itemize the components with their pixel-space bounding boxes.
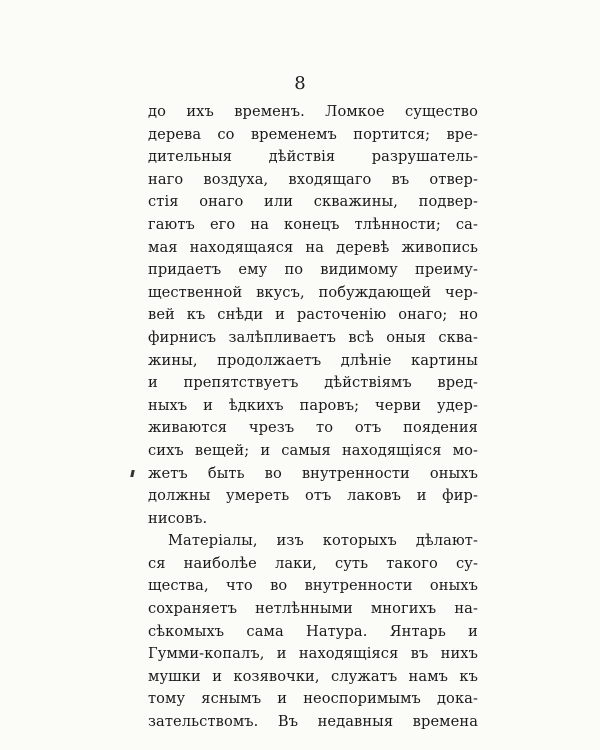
text-line: стія онаго или скважины, подвер-	[148, 193, 478, 211]
text-line: ныхъ и ѣдкихъ паровъ; черви удер-	[148, 396, 478, 414]
text-line: наго воздуха, входящаго въ отвер-	[148, 170, 478, 188]
text-line: Гумми-копалъ, и находящіяся въ нихъ	[148, 645, 478, 663]
text-line: щественной вкусъ, побуждающей чер-	[148, 283, 478, 301]
text-line: и препятствуетъ дѣйствіямъ вред-	[148, 374, 478, 392]
text-line: до ихъ временъ. Ломкое существо	[148, 103, 478, 120]
text-line: щества, что во внутренности оныхъ	[148, 577, 478, 595]
text-line: мая находящаяся на деревѣ живопись	[148, 238, 478, 256]
text-line: живаются чрезъ то отъ поядения	[148, 419, 478, 437]
text-line: ся наиболѣе лаки, суть такого су-	[148, 554, 478, 572]
paragraph-start-line: Матеріалы, изъ которыхъ дѣлают-	[168, 532, 478, 550]
text-line: сѣкомыхъ сама Натура. Янтарь и	[148, 622, 478, 640]
text-line: жины, продолжаетъ длѣнiе картины	[148, 351, 478, 369]
text-line: тому яснымъ и неоспоримымъ дока-	[148, 690, 478, 708]
text-line: жетъ быть во внутренности оныхъ	[148, 464, 478, 482]
text-body	[148, 101, 478, 734]
paragraph-end-line: нисовъ.	[148, 509, 208, 527]
text-line: придаетъ ему по видимому преиму-	[148, 261, 478, 279]
text-line: должны умереть отъ лаковъ и фир-	[148, 487, 478, 505]
text-line: дерева со временемъ портится; вре-	[148, 125, 478, 143]
text-line: гаютъ его на конецъ тлѣнности; са-	[148, 215, 478, 233]
text-line: мушки и козявочки, служатъ намъ къ	[148, 667, 478, 685]
text-line: зательствомъ. Въ недавныя времена	[148, 713, 478, 731]
text-line: сихъ вещей; и самыя находящіяся мо-	[148, 441, 478, 459]
text-line: вей къ снѣди и расточенію онаго; но	[148, 306, 478, 324]
text-line: сохраняетъ нетлѣнными многихъ на-	[148, 600, 478, 618]
text-line: дительныя дѣйствія разрушатель-	[148, 148, 478, 166]
text-line: фирнисъ залѣпливаетъ всѣ оныя сква-	[148, 328, 478, 346]
page-number: 8	[294, 73, 306, 94]
margin-mark	[130, 470, 134, 477]
